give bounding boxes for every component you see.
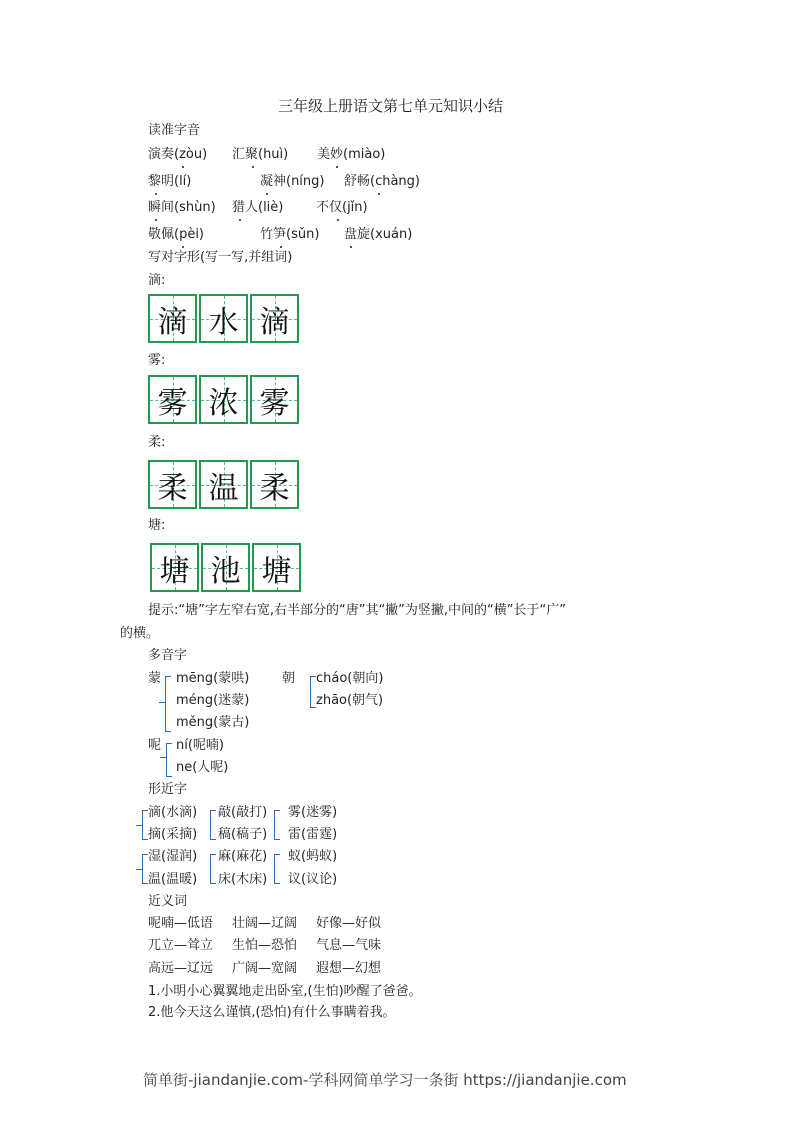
synonym-pair: 气息—气味 [316, 938, 382, 953]
char: 雾 [259, 385, 290, 421]
polyphone-char: 蒙 [148, 671, 162, 686]
char: 滴 [259, 304, 290, 340]
similar-char: 蚁(蚂蚁) [288, 849, 338, 864]
similar-char: 雷(雷霆) [288, 827, 338, 842]
char: 塘 [159, 553, 190, 589]
similar-char: 议(议论) [288, 872, 338, 887]
similar-brace [142, 854, 143, 884]
similar-char: 湿(湿润) [148, 849, 198, 864]
char-grid [148, 375, 301, 424]
page-title: 三年级上册语文第七单元知识小结 [278, 97, 504, 115]
char-cell [148, 460, 197, 509]
char-group-label: 柔: [148, 435, 166, 450]
synonym-pair: 生怕—恐怕 [232, 938, 298, 953]
pronunciation-item: 猎人(liè) [232, 200, 284, 215]
char: 柔 [157, 470, 188, 506]
section-heading-similar: 形近字 [148, 782, 188, 797]
tip-text: 提示:“塘”字左窄右宽,右半部分的“唐”其“撇”为竖撇,中间的“横”长于“广” [148, 603, 566, 618]
synonym-pair: 兀立—耸立 [148, 938, 214, 953]
emphasis-dot [280, 246, 282, 248]
char: 水 [208, 304, 239, 340]
char-cell [201, 543, 250, 592]
synonym-pair: 好像—好似 [316, 916, 382, 931]
polyphone-reading: ní(呢喃) [176, 738, 224, 753]
pronunciation-item: 敬佩(pèi) [148, 227, 205, 242]
emphasis-dot [266, 193, 268, 195]
section-heading-polyphone: 多音字 [148, 648, 188, 663]
similar-char: 滴(水滴) [148, 805, 198, 820]
polyphone-reading: ne(人呢) [176, 760, 229, 775]
emphasis-dot [239, 219, 241, 221]
emphasis-dot [155, 193, 157, 195]
char-group-label: 塘: [148, 518, 166, 533]
emphasis-dot [378, 193, 380, 195]
emphasis-dot [252, 166, 254, 168]
char-cell [148, 375, 197, 424]
synonym-pair: 壮阔—辽阔 [232, 916, 298, 931]
char: 塘 [261, 553, 292, 589]
emphasis-dot [182, 166, 184, 168]
tip-text-continued: 的横。 [120, 626, 160, 641]
similar-char: 麻(麻花) [218, 849, 268, 864]
char: 池 [210, 553, 241, 589]
synonym-pair: 遐想—幻想 [316, 961, 382, 976]
char: 浓 [208, 385, 239, 421]
similar-char: 床(木床) [218, 872, 268, 887]
char-group-label: 滴: [148, 273, 166, 288]
char-grid [148, 460, 301, 509]
similar-brace-notch [136, 869, 142, 870]
pronunciation-item: 竹笋(sǔn) [260, 227, 320, 242]
char-cell [199, 294, 248, 343]
similar-char: 稿(稿子) [218, 827, 268, 842]
similar-brace [210, 810, 211, 840]
emphasis-dot [155, 219, 157, 221]
synonym-pair: 高远—辽远 [148, 961, 214, 976]
similar-brace [274, 810, 275, 840]
footer-watermark: 简单街-jiandanjie.com-学科网简单学习一条街 https://jiandanjie.com [143, 1071, 627, 1089]
emphasis-dot [350, 246, 352, 248]
similar-brace [142, 810, 143, 840]
pronunciation-item: 舒畅(chàng) [344, 174, 420, 189]
polyphone-reading: méng(迷蒙) [176, 693, 250, 708]
section-heading-synonyms: 近义词 [148, 894, 188, 909]
example-sentence: 1.小明小心翼翼地走出卧室,(生怕)吵醒了爸爸。 [148, 984, 422, 999]
pronunciation-item: 瞬间(shùn) [148, 200, 216, 215]
char-cell [150, 543, 199, 592]
polyphone-brace [166, 743, 167, 777]
char-cell [250, 460, 299, 509]
similar-brace [210, 854, 211, 884]
polyphone-brace [165, 676, 166, 732]
char-cell [250, 294, 299, 343]
emphasis-dot [337, 219, 339, 221]
synonym-pair: 广阔—宽阔 [232, 961, 298, 976]
polyphone-reading: cháo(朝向) [316, 671, 384, 686]
char: 柔 [259, 470, 290, 506]
char-cell [250, 375, 299, 424]
pronunciation-item: 不仅(jǐn) [316, 200, 368, 215]
pronunciation-item: 汇聚(huì) [232, 147, 289, 162]
pronunciation-item: 演奏(zòu) [148, 147, 208, 162]
char-cell [252, 543, 301, 592]
polyphone-reading: zhāo(朝气) [316, 693, 384, 708]
polyphone-char: 朝 [282, 671, 296, 686]
similar-char: 敲(敲打) [218, 805, 268, 820]
section-heading-pronunciation: 读准字音 [148, 123, 201, 138]
polyphone-reading: měng(蒙古) [176, 715, 250, 730]
polyphone-char: 呢 [148, 738, 162, 753]
similar-char: 摘(采摘) [148, 827, 198, 842]
emphasis-dot [182, 246, 184, 248]
similar-char: 雾(迷雾) [288, 805, 338, 820]
pronunciation-item: 凝神(níng) [260, 174, 325, 189]
polyphone-brace-notch [160, 757, 166, 758]
char: 温 [208, 470, 239, 506]
similar-brace-notch [136, 825, 142, 826]
example-sentence: 2.他今天这么谨慎,(恐怕)有什么事瞒着我。 [148, 1005, 396, 1020]
pronunciation-item: 美妙(miào) [317, 147, 386, 162]
emphasis-dot [336, 166, 338, 168]
similar-brace [274, 854, 275, 884]
polyphone-brace [310, 676, 311, 708]
char-grid [148, 294, 301, 343]
char-grid [150, 543, 303, 592]
section-heading-writing: 写对字形(写一写,并组词) [148, 250, 293, 265]
similar-char: 温(温暖) [148, 872, 198, 887]
polyphone-reading: mēng(蒙哄) [176, 671, 250, 686]
pronunciation-item: 黎明(lí) [148, 174, 192, 189]
pronunciation-item: 盘旋(xuán) [344, 227, 413, 242]
char: 滴 [157, 304, 188, 340]
synonym-pair: 呢喃—低语 [148, 916, 214, 931]
char-cell [199, 460, 248, 509]
char-cell [199, 375, 248, 424]
char-group-label: 雾: [148, 353, 166, 368]
char: 雾 [157, 385, 188, 421]
polyphone-brace-notch [159, 702, 165, 703]
char-cell [148, 294, 197, 343]
